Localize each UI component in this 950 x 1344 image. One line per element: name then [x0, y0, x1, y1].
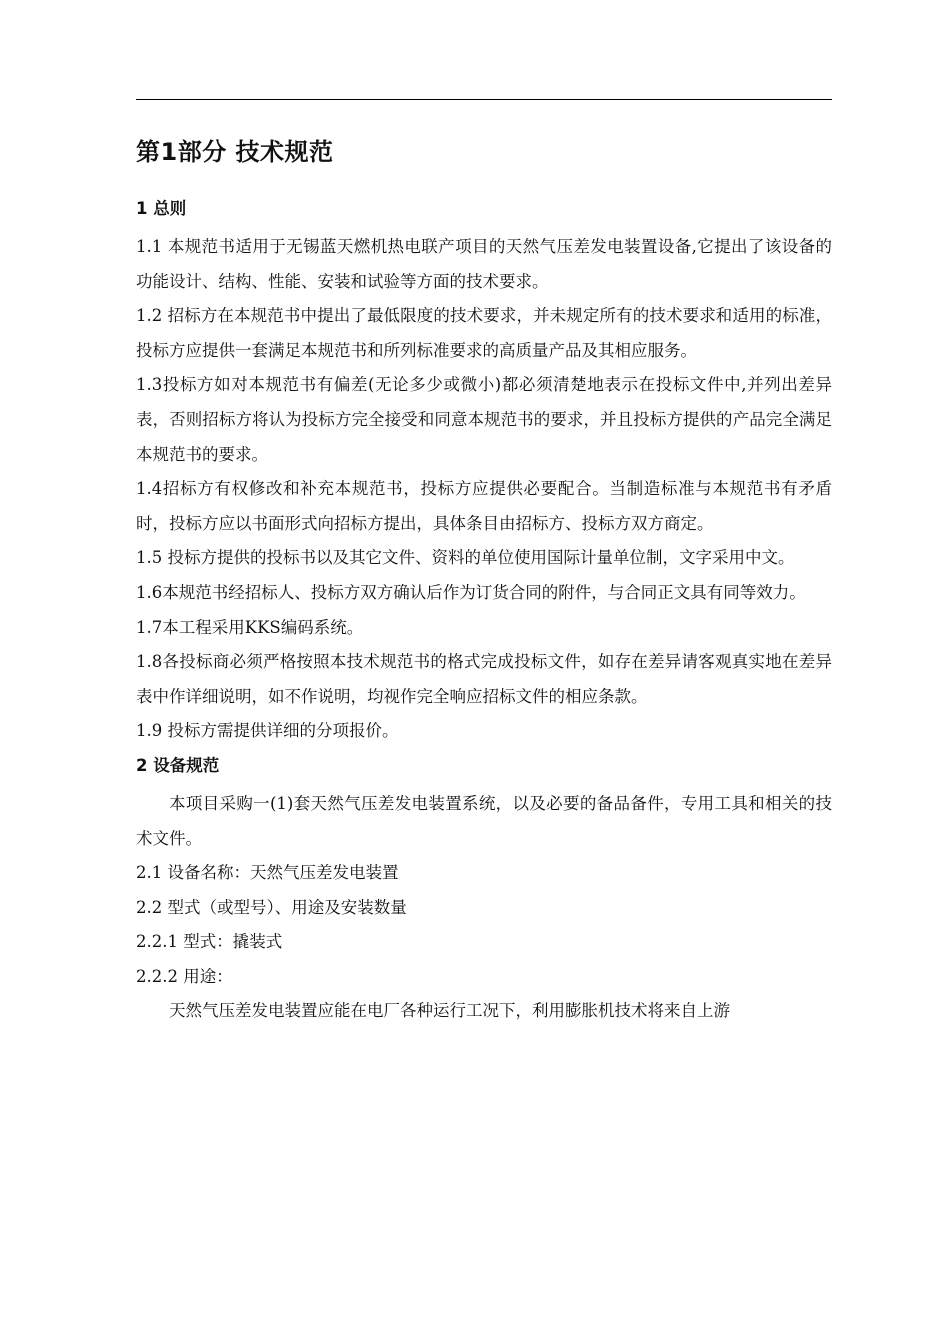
- clause-1-5: 1.5 投标方提供的投标书以及其它文件、资料的单位使用国际计量单位制，文字采用中文。: [136, 548, 795, 568]
- clause-1-3: 1.3投标方如对本规范书有偏差(无论多少或微小)都必须清楚地表示在投标文件中,并列出差异表，否则招标方将认为投标方完全接受和同意本规范书的要求，并且投标方提供的产品完全满足本规范书的要求。: [136, 375, 832, 464]
- document-body: [136, 134, 832, 1029]
- section-1-heading: 1 总则: [136, 199, 187, 218]
- clause-2-2: 2.2 型式（或型号）、用途及安装数量: [136, 897, 407, 917]
- clause-2-1: 2.1 设备名称：天然气压差发电装置: [136, 863, 399, 883]
- header-rule: [136, 99, 832, 100]
- clause-1-7: 1.7本工程采用KKS编码系统。: [136, 617, 364, 637]
- clause-1-4: 1.4招标方有权修改和补充本规范书，投标方应提供必要配合。当制造标准与本规范书有矛盾时，投标方应以书面形式向招标方提出，具体条目由招标方、投标方双方商定。: [136, 479, 832, 533]
- clause-1-8: 1.8各投标商必须严格按照本技术规范书的格式完成投标文件，如存在差异请客观真实地在差异表中作详细说明，如不作说明，均视作完全响应招标文件的相应条款。: [136, 652, 832, 706]
- clause-2-2-2: 2.2.2 用途：: [136, 966, 233, 986]
- clause-1-6: 1.6本规范书经招标人、投标方双方确认后作为订货合同的附件，与合同正文具有同等效力。: [136, 582, 806, 602]
- section-2-intro: 本项目采购一(1)套天然气压差发电装置系统，以及必要的备品备件，专用工具和相关的技术文件。: [136, 793, 832, 848]
- part-title: 第1部分 技术规范: [136, 138, 334, 166]
- clause-1-1: 1.1 本规范书适用于无锡蓝天燃机热电联产项目的天然气压差发电装置设备,它提出了该设备的功能设计、结构、性能、安装和试验等方面的技术要求。: [136, 237, 832, 291]
- clause-2-2-1: 2.2.1 型式：撬装式: [136, 932, 283, 952]
- clause-1-9: 1.9 投标方需提供详细的分项报价。: [136, 721, 399, 741]
- usage-text: 天然气压差发电装置应能在电厂各种运行工况下，利用膨胀机技术将来自上游: [169, 1001, 730, 1021]
- document-page: [136, 0, 832, 1344]
- clause-1-2: 1.2 招标方在本规范书中提出了最低限度的技术要求，并未规定所有的技术要求和适用的标准，投标方应提供一套满足本规范书和所列标准要求的高质量产品及其相应服务。: [136, 306, 832, 360]
- section-2-heading: 2 设备规范: [136, 755, 220, 775]
